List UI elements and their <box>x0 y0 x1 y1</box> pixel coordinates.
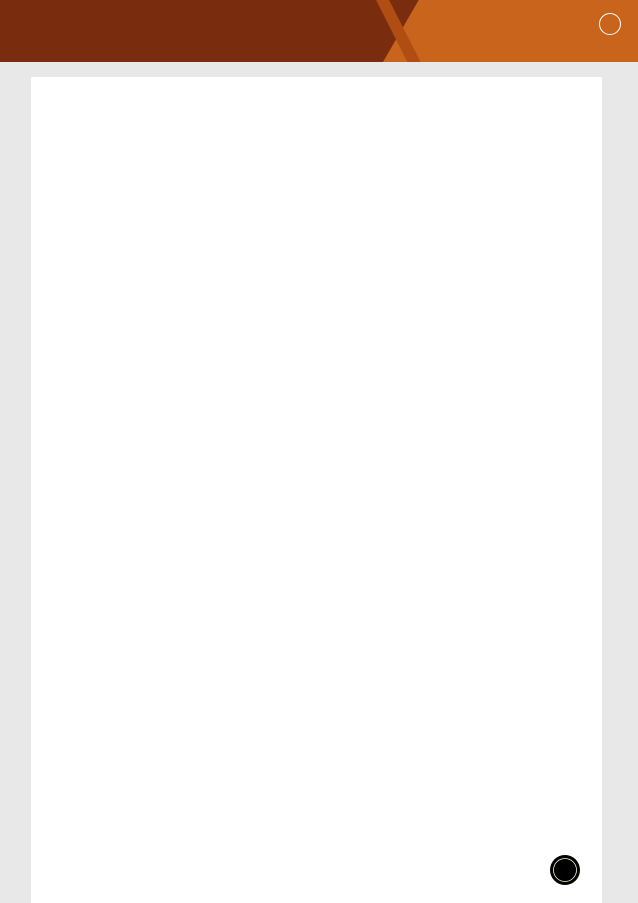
badge-circle <box>550 855 580 885</box>
emas-badge-icon <box>548 853 582 887</box>
